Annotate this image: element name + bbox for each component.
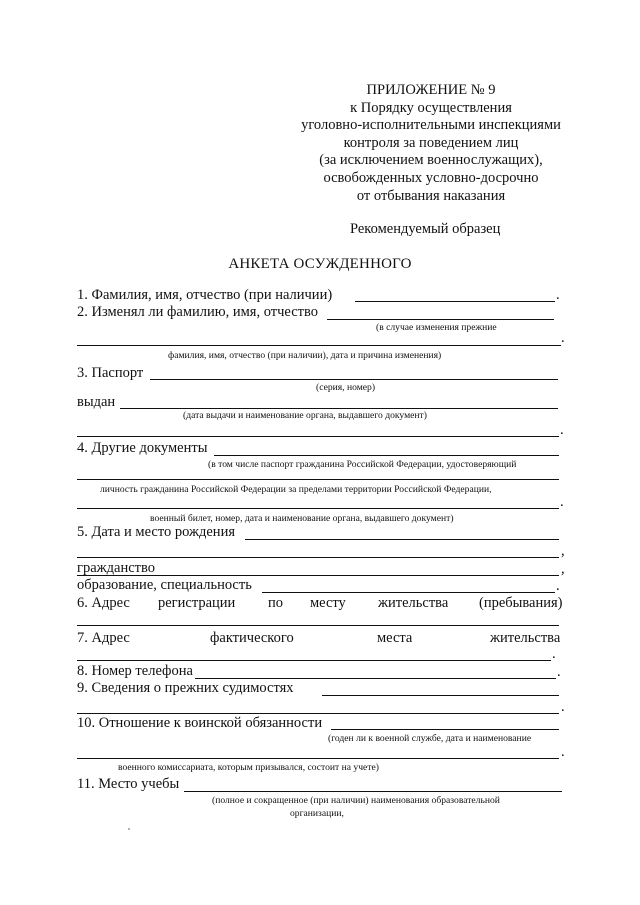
- hint-military-2: военного комиссариата, которым призывался, состоит на учете): [118, 762, 379, 773]
- punct: .: [561, 744, 565, 760]
- field-line-reg[interactable]: [77, 625, 559, 626]
- punct: ,: [561, 561, 565, 577]
- field-label-passport: 3. Паспорт: [77, 365, 144, 381]
- field-label-actual-4: жительства: [490, 630, 561, 646]
- field-label-birth: 5. Дата и место рождения: [77, 524, 235, 540]
- field-line-convictions-2[interactable]: [77, 713, 559, 714]
- punct: .: [561, 699, 565, 715]
- field-label-actual-3: места: [377, 630, 413, 646]
- punct: .: [556, 287, 560, 303]
- field-line-other-docs-2[interactable]: [77, 479, 559, 480]
- header-line: от отбывания наказания: [356, 187, 506, 204]
- field-label-citizenship: гражданство: [77, 560, 155, 576]
- punct: .: [552, 646, 556, 662]
- header-line: освобожденных условно-досрочно: [323, 169, 539, 186]
- appendix-header: [290, 82, 572, 205]
- scan-speck: [128, 828, 130, 830]
- hint-name-changed-2: фамилия, имя, отчество (при наличии), дата и причина изменения): [168, 350, 442, 361]
- sample-note: Рекомендуемый образец: [350, 221, 501, 237]
- field-line-convictions[interactable]: [322, 695, 559, 696]
- field-label-actual-2: фактического: [210, 630, 294, 646]
- field-line-phone[interactable]: [195, 678, 556, 679]
- field-label-name: 1. Фамилия, имя, отчество (при наличии): [77, 287, 333, 303]
- field-line-issued[interactable]: [120, 408, 558, 409]
- form-title: АНКЕТА ОСУЖДЕННОГО: [228, 256, 412, 272]
- field-label-other-docs: 4. Другие документы: [77, 440, 208, 456]
- field-line-birth-2[interactable]: [77, 557, 559, 558]
- field-line-name[interactable]: [355, 301, 555, 302]
- field-label-reg-3: по: [268, 595, 284, 611]
- header-line: к Порядку осуществления: [350, 99, 512, 116]
- field-line-military[interactable]: [331, 729, 559, 730]
- field-line-other-docs[interactable]: [214, 455, 559, 456]
- punct: .: [556, 578, 560, 594]
- field-label-reg-4: месту: [310, 595, 346, 611]
- field-label-military: 10. Отношение к воинской обязанности: [77, 715, 323, 731]
- field-line-military-2[interactable]: [77, 758, 559, 759]
- header-line: контроля за поведением лиц: [343, 134, 519, 151]
- hint-other-docs-1: (в том числе паспорт гражданина Российской Федерации, удостоверяющий: [208, 459, 517, 470]
- field-label-reg-6: (пребывания): [479, 595, 563, 611]
- field-label-reg-1: 6. Адрес: [77, 595, 130, 611]
- field-label-reg-2: регистрации: [158, 595, 236, 611]
- hint-study-2: организации,: [290, 808, 344, 819]
- field-line-education[interactable]: [262, 592, 555, 593]
- header-line: (за исключением военнослужащих),: [319, 152, 543, 169]
- field-line-name-changed[interactable]: [327, 319, 554, 320]
- field-label-issued: выдан: [77, 394, 116, 410]
- field-line-name-changed-2[interactable]: [77, 345, 561, 346]
- field-label-study: 11. Место учебы: [77, 776, 180, 792]
- header-line: уголовно-исполнительными инспекциями: [301, 117, 561, 134]
- field-line-citizenship[interactable]: [77, 575, 559, 576]
- punct: .: [560, 422, 564, 438]
- header-line: ПРИЛОЖЕНИЕ № 9: [366, 82, 496, 98]
- field-line-birth[interactable]: [245, 539, 559, 540]
- field-label-name-changed: 2. Изменял ли фамилию, имя, отчество: [77, 304, 318, 320]
- hint-study-1: (полное и сокращенное (при наличии) наименования образовательной: [212, 795, 500, 806]
- hint-passport: (серия, номер): [316, 382, 376, 393]
- hint-name-changed-1: (в случае изменения прежние: [376, 322, 497, 333]
- field-label-convictions: 9. Сведения о прежних судимостях: [77, 680, 294, 696]
- hint-issued: (дата выдачи и наименование органа, выдавшего документ): [183, 410, 427, 421]
- field-line-passport[interactable]: [150, 379, 558, 380]
- field-line-issued-2[interactable]: [77, 436, 559, 437]
- punct: ,: [561, 543, 565, 559]
- punct: .: [560, 494, 564, 510]
- hint-military-1: (годен ли к военной службе, дата и наименование: [328, 733, 532, 744]
- field-line-study[interactable]: [184, 791, 562, 792]
- field-label-phone: 8. Номер телефона: [77, 663, 193, 679]
- field-label-education: образование, специальность: [77, 577, 252, 593]
- hint-other-docs-2: личность гражданина Российской Федерации за пределами территории Российской Федерации,: [100, 484, 492, 495]
- punct: .: [557, 664, 561, 680]
- hint-other-docs-3: военный билет, номер, дата и наименование органа, выдавшего документ): [150, 513, 454, 524]
- punct: .: [561, 330, 565, 346]
- field-label-reg-5: жительства: [378, 595, 449, 611]
- field-line-actual[interactable]: [77, 660, 551, 661]
- field-line-other-docs-3[interactable]: [77, 508, 559, 509]
- field-label-actual-1: 7. Адрес: [77, 630, 130, 646]
